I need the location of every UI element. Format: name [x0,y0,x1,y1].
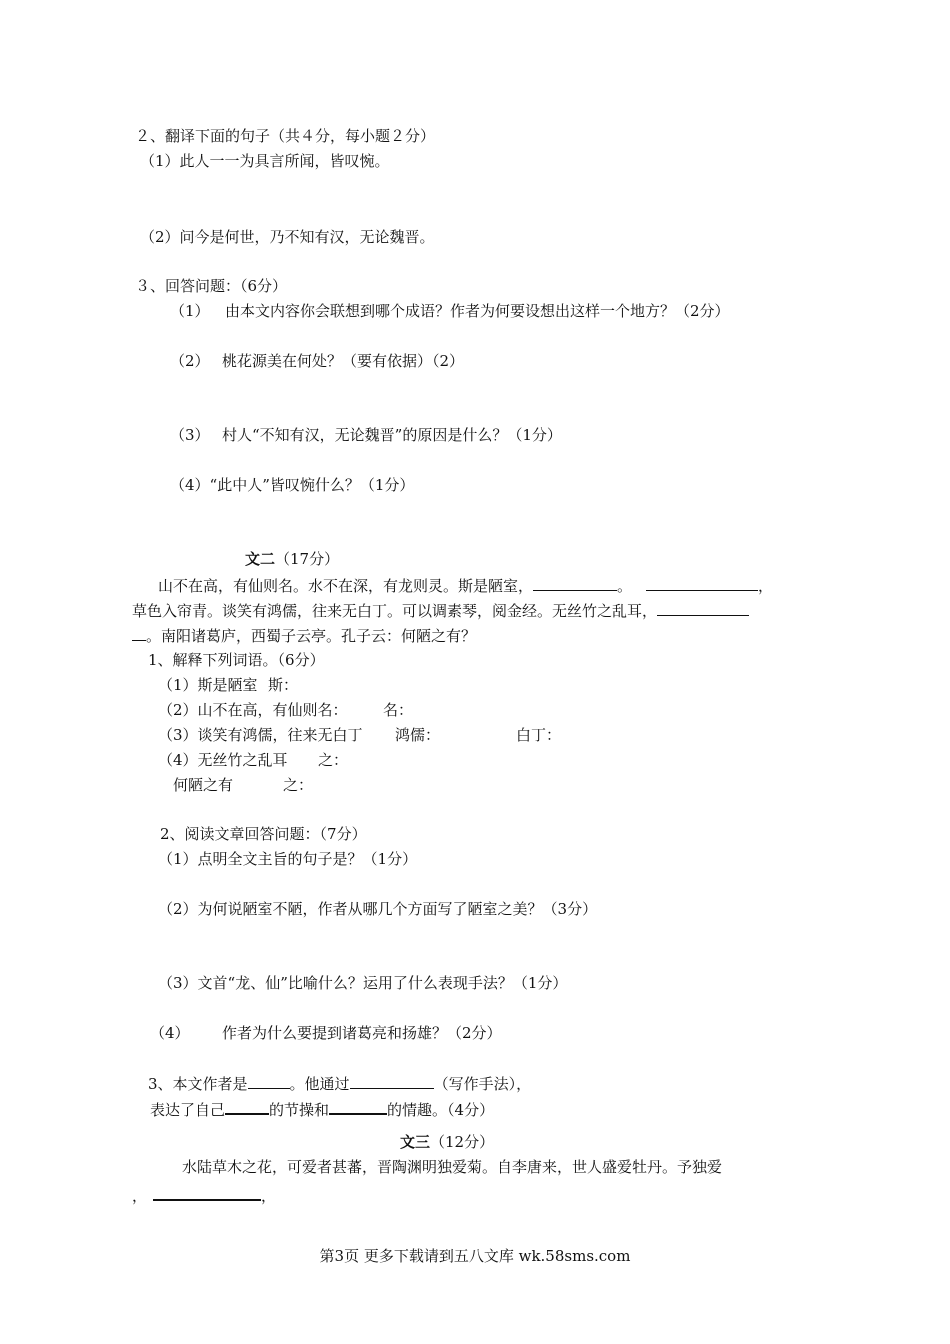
section-2-question-1-title: 1、解释下列词语。（6分） [148,651,325,669]
section-2-title: 文二 [245,550,276,568]
section-2-passage-line-2: 草色入帘青。谈笑有鸿儒，往来无白丁。可以调素琴，阅金经。无丝竹之乱耳， [132,600,749,621]
question-3-item-2-number: （2） [170,352,210,370]
section-2-question-1-item-4-text: （4）无丝竹之乱耳 [158,751,288,769]
question-3-item-1-number: （1） [170,302,210,320]
question-3-item-3-number: （3） [170,426,210,444]
section-2-question-1-item-3-term-2: 白丁： [516,726,562,744]
section-2-question-2-item-1: （1）点明全文主旨的句子是？（1分） [158,850,418,868]
answer-blank[interactable] [657,600,749,616]
answer-blank[interactable] [646,575,758,591]
page-footer: 第3页 更多下载请到五八文库 wk.58sms.com [319,1247,631,1265]
question-2-title: ２、翻译下面的句子（共４分，每小题２分） [135,127,436,145]
section-2-question-1-item-4-term: 之： [318,751,349,769]
question-2-item-2: （2）问今是何世，乃不知有汉，无论魏晋。 [140,228,435,246]
section-2-question-3-line-2: 表达了自己 的节操和 的情趣。（4分） [150,1098,494,1120]
section-2-question-2-item-4-number: （4） [150,1024,190,1042]
question-3-title: ３、回答问题：（6分） [135,277,288,295]
answer-blank[interactable] [153,1184,261,1201]
answer-blank[interactable] [350,1073,434,1089]
section-2-question-1-item-3-term-1: 鸿儒： [395,726,441,744]
question-3-item-4: （4）“此中人”皆叹惋什么？（1分） [170,476,415,494]
section-3-heading [400,1132,494,1152]
question-2-item-1: （1）此人一一为具言所闻，皆叹惋。 [140,152,390,170]
section-2-question-2-item-4-text: 作者为什么要提到诸葛亮和扬雄？（2分） [222,1024,502,1042]
section-2-heading [245,549,339,569]
section-2-question-1-item-2-term: 名： [383,701,414,719]
answer-blank[interactable] [132,625,146,641]
section-2-question-1-item-5-text: 何陋之有 [173,776,234,794]
section-2-score: （17分） [275,550,340,568]
section-2-question-1-item-1-text: （1）斯是陋室 [158,676,258,694]
section-3-title: 文三 [400,1133,431,1151]
section-2-question-1-item-1-term: 斯： [268,676,299,694]
answer-blank[interactable] [248,1073,290,1089]
section-2-passage-line-1: 山不在高，有仙则名。水不在深，有龙则灵。斯是陋室， 。 ， [158,577,774,595]
answer-blank[interactable] [225,1098,269,1115]
section-2-question-2-title: 2、阅读文章回答问题：（7分） [160,825,367,843]
question-3-item-1-text: 由本文内容你会联想到哪个成语？作者为何要设想出这样一个地方？（2分） [225,302,730,320]
question-3-item-3-text: 村人“不知有汉，无论魏晋”的原因是什么？（1分） [222,426,562,444]
answer-blank[interactable] [329,1098,387,1115]
section-2-question-3-line-1: 3、本文作者是 。他通过 （写作手法）， [148,1075,532,1093]
section-2-question-1-item-3-text: （3）谈笑有鸿儒，往来无白丁 [158,726,363,744]
section-2-passage-line-3: 。南阳诸葛庐，西蜀子云亭。孔子云：何陋之有？ [132,625,476,646]
section-2-question-1-item-5-term: 之： [283,776,314,794]
section-3-score: （12分） [430,1133,495,1151]
section-3-passage-line-2: ， ， [132,1184,276,1206]
answer-blank[interactable] [533,575,617,591]
section-2-question-2-item-2: （2）为何说陋室不陋，作者从哪几个方面写了陋室之美？（3分） [158,900,598,918]
section-3-passage-line-1: 水陆草木之花，可爱者甚蕃，晋陶渊明独爱菊。自李唐来，世人盛爱牡丹。予独爱 [182,1158,723,1176]
section-2-question-1-item-2-text: （2）山不在高，有仙则名： [158,701,348,719]
question-3-item-2-text: 桃花源美在何处？（要有依据）（2） [222,352,465,370]
section-2-question-2-item-3: （3）文首“龙、仙”比喻什么？运用了什么表现手法？（1分） [158,974,568,992]
